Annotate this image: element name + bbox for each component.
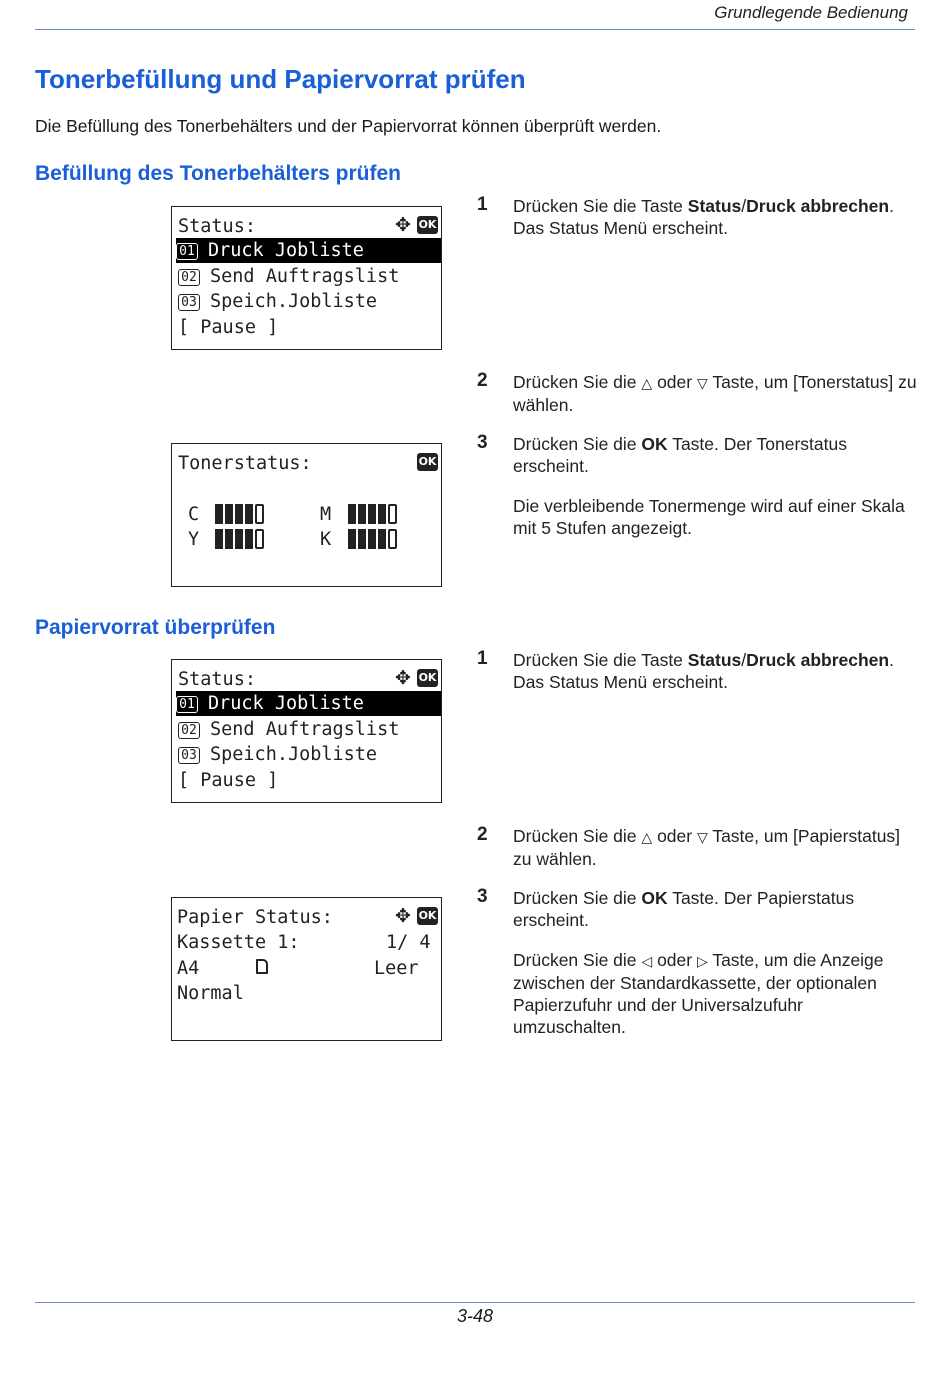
paper-status-panel — [171, 897, 442, 1041]
menu-row-label: Speich.Jobliste — [210, 744, 378, 765]
toner-gauge-k — [348, 529, 397, 549]
ok-key-icon: OK — [417, 216, 438, 234]
menu-row — [178, 289, 377, 314]
row-number-badge: 01 — [176, 243, 198, 260]
step-note: Die verbleibende Tonermenge wird auf einer Skala mit 5 Stufen angezeigt. — [513, 496, 905, 538]
running-header: Grundlegende Bedienung — [714, 3, 908, 22]
menu-row-label: Send Auftragslist — [210, 266, 400, 287]
toner-status-panel — [171, 443, 442, 587]
page-title: Tonerbefüllung und Papiervorrat prüfen — [35, 64, 526, 94]
ok-key-icon: OK — [417, 907, 438, 925]
gauge-segment-filled — [348, 504, 356, 524]
paper-orientation-icon — [256, 959, 268, 974]
row-number-badge: 01 — [176, 696, 198, 713]
gauge-segment-filled — [225, 504, 233, 524]
toner-label-c: C — [188, 504, 200, 525]
page-number: 3-48 — [456, 1306, 494, 1326]
status-menu-panel — [171, 206, 442, 350]
section-heading-toner: Befüllung des Tonerbehälters prüfen — [35, 162, 401, 185]
panel-title: Status: — [178, 669, 256, 690]
step-number: 3 — [477, 886, 488, 907]
up-key-icon: △ — [641, 375, 653, 391]
step-text: Drücken Sie die Taste Status/Druck abbrechen. Das Status Menü erscheint. — [513, 196, 894, 238]
menu-row-selected — [176, 238, 441, 263]
gauge-segment-filled — [358, 529, 366, 549]
menu-row-selected — [176, 691, 441, 716]
step-number: 3 — [477, 432, 488, 453]
paper-type: Normal — [177, 983, 244, 1004]
menu-row-label: Send Auftragslist — [210, 719, 400, 740]
gauge-segment-filled — [245, 529, 253, 549]
panel-title: Status: — [178, 216, 256, 237]
left-key-icon: ◁ — [641, 953, 653, 969]
toner-gauge-y — [215, 529, 264, 549]
gauge-segment-filled — [348, 529, 356, 549]
step-text: Drücken Sie die OK Taste. Der Papierstatus erscheint. — [513, 888, 855, 930]
step-text: Drücken Sie die OK Taste. Der Tonerstatus erscheint. — [513, 434, 847, 476]
navigation-arrows-icon: ✥ — [395, 906, 411, 927]
cassette-page: 1/ 4 — [386, 932, 431, 953]
down-key-icon: ▽ — [696, 375, 708, 391]
ok-key-icon: OK — [417, 669, 438, 687]
step-note: Drücken Sie die ◁ oder ▷ Taste, um die Anzeige zwischen der Standardkassette, der optionalen Papierzufuhr und der Universalzufuhr umzuschalten. — [513, 950, 884, 1037]
section-heading-paper: Papiervorrat überprüfen — [35, 616, 276, 639]
gauge-segment-filled — [368, 529, 376, 549]
toner-label-y: Y — [188, 529, 200, 550]
status-menu-panel — [171, 659, 442, 803]
cassette-label: Kassette 1: — [177, 932, 300, 953]
gauge-segment-filled — [235, 504, 243, 524]
menu-row-label: Speich.Jobliste — [210, 291, 378, 312]
toner-label-k: K — [320, 529, 332, 550]
panel-title: Papier Status: — [177, 907, 333, 928]
menu-row — [178, 717, 399, 742]
navigation-arrows-icon: ✥ — [395, 668, 411, 689]
gauge-segment-filled — [358, 504, 366, 524]
menu-row — [178, 264, 399, 289]
step-number: 1 — [477, 194, 488, 215]
row-number-badge: 03 — [178, 294, 200, 311]
menu-row — [178, 742, 377, 767]
toner-gauge-m — [348, 504, 397, 524]
gauge-segment-empty — [388, 504, 397, 524]
step-text: Drücken Sie die Taste Status/Druck abbrechen. Das Status Menü erscheint. — [513, 650, 894, 692]
gauge-segment-filled — [245, 504, 253, 524]
ok-key-icon: OK — [417, 453, 438, 471]
row-number-badge: 02 — [178, 269, 200, 286]
step-text: Drücken Sie die △ oder ▽ Taste, um [Papierstatus] zu wählen. — [513, 826, 901, 869]
step-number: 2 — [477, 370, 488, 391]
menu-row-label: Druck Jobliste — [208, 693, 364, 714]
gauge-segment-filled — [215, 529, 223, 549]
toner-gauge-c — [215, 504, 264, 524]
gauge-segment-filled — [378, 504, 386, 524]
row-number-badge: 02 — [178, 722, 200, 739]
footer-rule — [35, 1302, 915, 1303]
gauge-segment-filled — [215, 504, 223, 524]
row-number-badge: 03 — [178, 747, 200, 764]
pause-option: [ Pause ] — [178, 770, 279, 791]
paper-size: A4 — [177, 958, 200, 979]
intro-text: Die Befüllung des Tonerbehälters und der Papiervorrat können überprüft werden. — [35, 116, 662, 136]
down-key-icon: ▽ — [696, 829, 708, 845]
step-text: Drücken Sie die △ oder ▽ Taste, um [Tonerstatus] zu wählen. — [513, 372, 917, 415]
step-number: 2 — [477, 824, 488, 845]
step-number: 1 — [477, 648, 488, 669]
gauge-segment-filled — [378, 529, 386, 549]
panel-title: Tonerstatus: — [178, 453, 312, 474]
header-rule — [35, 29, 915, 30]
pause-option: [ Pause ] — [178, 317, 279, 338]
up-key-icon: △ — [641, 829, 653, 845]
gauge-segment-filled — [225, 529, 233, 549]
gauge-segment-empty — [388, 529, 397, 549]
toner-label-m: M — [320, 504, 332, 525]
paper-level: Leer — [374, 958, 419, 979]
gauge-segment-empty — [255, 529, 264, 549]
gauge-segment-filled — [235, 529, 243, 549]
gauge-segment-filled — [368, 504, 376, 524]
navigation-arrows-icon: ✥ — [395, 215, 411, 236]
right-key-icon: ▷ — [696, 953, 708, 969]
gauge-segment-empty — [255, 504, 264, 524]
menu-row-label: Druck Jobliste — [208, 240, 364, 261]
